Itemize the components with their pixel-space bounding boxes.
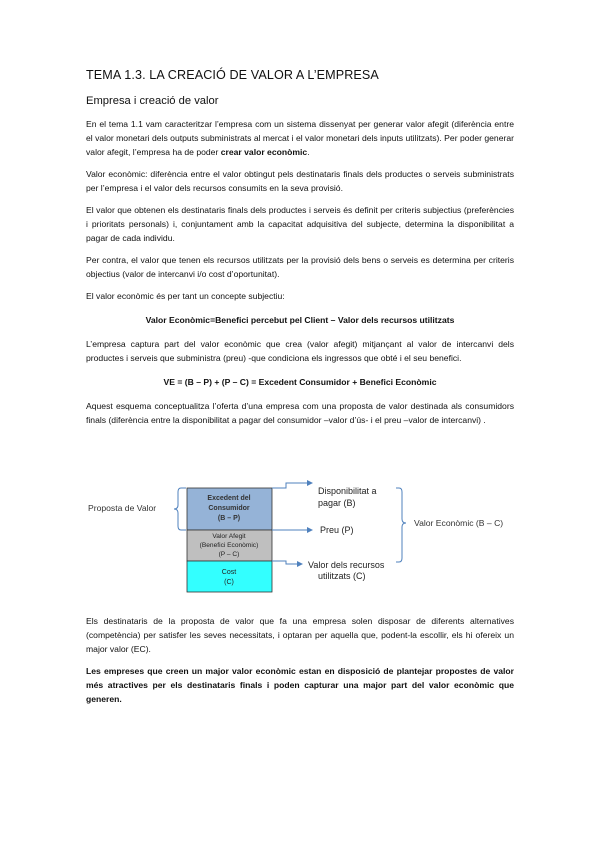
paragraph-1-bold: crear valor econòmic [220,147,308,157]
formula-1: Valor Econòmic=Benefici percebut pel Client – Valor dels recursos utilitzats [145,315,455,325]
box-cost-line1: Cost [221,569,237,576]
doc-title: TEMA 1.3. LA CREACIÓ DE VALOR A L’EMPRESA [86,68,379,82]
arrow-recursos [272,561,302,564]
diagram-left-label: Proposta de Valor [88,503,157,513]
right-brace [396,488,406,562]
paragraph-8: Els destinataris de la proposta de valor que fa una empresa solen disposar de diferents alternatives (competència) per satisfer les seves necessitats, i optaran per aquella que, podent-la escollir, els hi ofereix un major valor (EC). [86,616,514,654]
paragraph-4: Per contra, el valor que tenen els recursos utilitzats per la provisió dels bens o serveis es determina per criteris objectius (valor de intercanvi i/o cost d’oportunitat). [86,255,514,279]
label-valor-economic: Valor Econòmic (B – C) [414,518,504,528]
doc-subtitle: Empresa i creació de valor [86,95,219,107]
paragraph-1-text: En el tema 1.1 vam caracteritzar l’empresa com un sistema dissenyat per generar valor afegit (diferència entre el valor monetari dels outputs subministrats al mercat i el valor monetari dels inputs utilitzats). Per poder generar valor afegit, l’empresa ha de poder [86,119,514,157]
label-recursos-line2: utilitzats (C) [318,571,366,581]
box-excedent-line2: Consumidor [208,505,250,512]
paragraph-9: Les empreses que creen un major valor econòmic estan en disposició de plantejar propostes de valor més atractives per els destinataris finals i poden capturar una major part del valor econòmic que generen. [86,666,514,704]
box-cost [187,561,272,592]
paragraph-3: El valor que obtenen els destinataris finals dels productes i serveis és definit per criteris subjectius (preferències i prioritats personals) i, conjuntament amb la capacitat adquisitiva del subjecte, determina la disponibilitat a pagar de cada individu. [86,205,514,243]
box-valor-afegit-line2: (Benefici Econòmic) [199,542,259,549]
label-disponibilitat-line2: pagar (B) [318,498,356,508]
box-valor-afegit-line3: (P – C) [218,551,240,558]
paragraph-6: L’empresa captura part del valor econòmic que crea (valor afegit) mitjançant al valor de intercanvi dels productes i serveis que subministra (preu) -que condiciona els ingressos que obté i el seu benefici. [86,339,514,363]
document-body [86,68,514,435]
paragraph-7: Aquest esquema conceptualitza l’oferta d’una empresa com una proposta de valor destinada als consumidors finals (diferència entre la disponibilitat a pagar del consumidor –valor d’ús- i el preu –valor de intercanvi) . [86,401,514,425]
formula-2: VE = (B – P) + (P – C) = Excedent Consumidor + Benefici Econòmic [163,377,437,387]
label-recursos-line1: Valor dels recursos [308,560,385,570]
paragraph-1-end: . [307,147,310,157]
document-bottom [86,614,514,714]
paragraph-1 [86,117,514,159]
label-disponibilitat-line1: Disponibilitat a [318,486,377,496]
label-preu: Preu (P) [320,525,354,535]
box-valor-afegit-line1: Valor Afegit [212,533,246,540]
value-diagram [86,478,526,608]
value-diagram-svg [86,478,526,608]
left-brace [174,488,186,530]
paragraph-5: El valor econòmic és per tant un concepte subjectiu: [86,291,285,301]
box-excedent-line1: Excedent del [207,495,251,502]
paragraph-2: Valor econòmic: diferència entre el valor obtingut pels destinataris finals dels productes o serveis subministrats per l’empresa i el valor dels recursos consumits en la seva provisió. [86,169,514,193]
arrow-disponibilitat [272,483,312,488]
box-cost-line2: (C) [224,579,234,586]
box-excedent-line3: (B – P) [217,515,241,522]
